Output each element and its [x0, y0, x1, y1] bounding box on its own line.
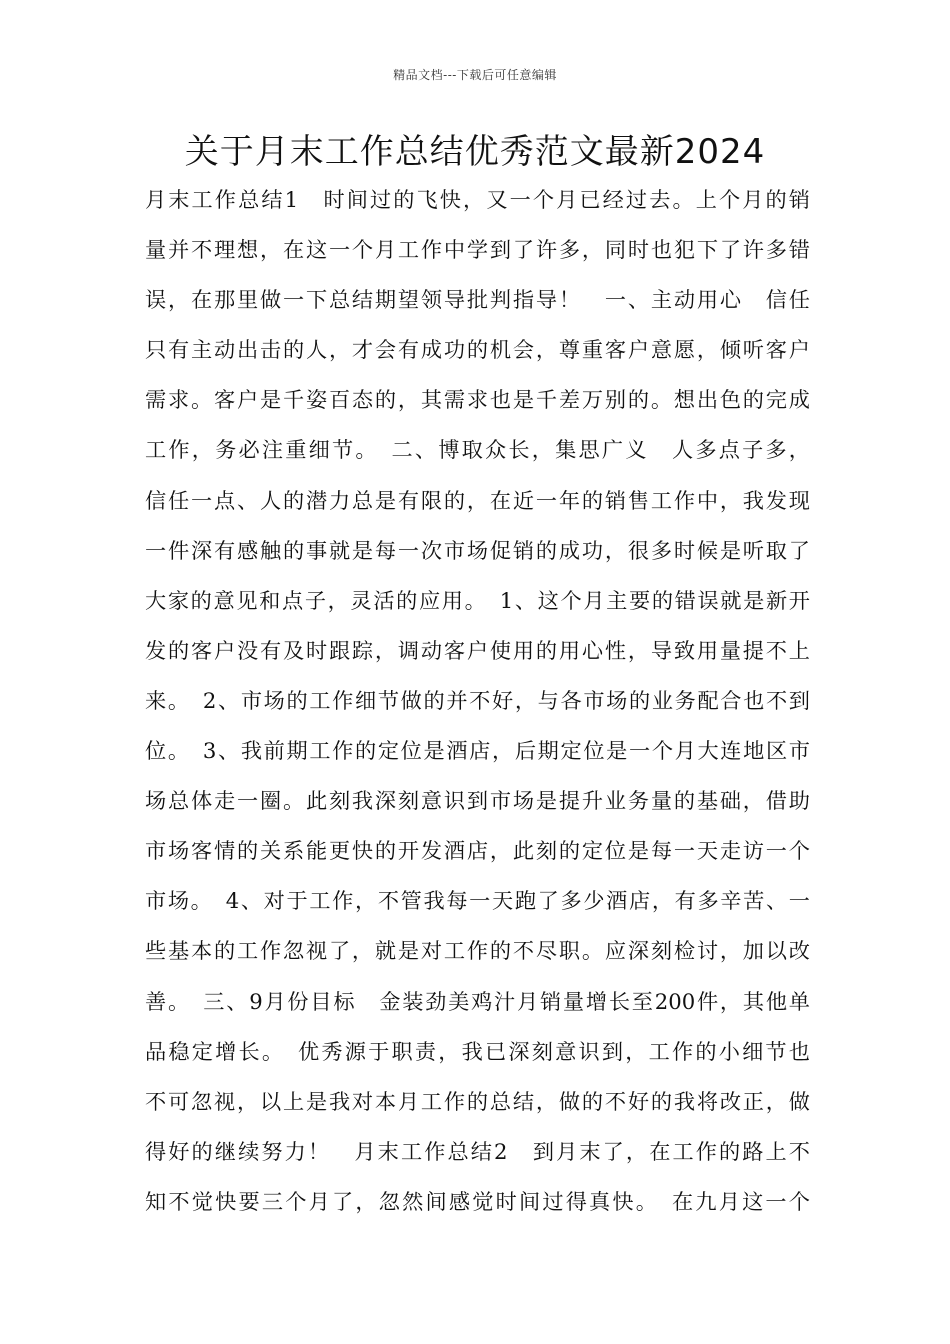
header-note: 精品文档---下载后可任意编辑 [393, 68, 557, 82]
document-title: 关于月末工作总结优秀范文最新2024 [184, 132, 766, 172]
body-line: 善。 三、9月份目标 金装劲美鸡汁月销量增长至200件，其他单 [145, 988, 810, 1014]
body-line: 量并不理想，在这一个月工作中学到了许多，同时也犯下了许多错 [145, 237, 810, 263]
body-line: 只有主动出击的人，才会有成功的机会，尊重客户意愿，倾听客户 [145, 337, 810, 363]
document-body [145, 183, 810, 1235]
body-line: 一件深有感触的事就是每一次市场促销的成功，很多时候是听取了 [145, 537, 810, 563]
body-line: 需求。客户是千姿百态的，其需求也是千差万别的。想出色的完成 [145, 387, 810, 413]
body-line: 场总体走一圈。此刻我深刻意识到市场是提升业务量的基础，借助 [145, 788, 810, 814]
body-line: 工作，务必注重细节。 二、博取众长，集思广义 人多点子多， [145, 437, 810, 463]
body-line: 来。 2、市场的工作细节做的并不好，与各市场的业务配合也不到 [145, 687, 810, 713]
body-line: 品稳定增长。 优秀源于职责，我已深刻意识到，工作的小细节也 [145, 1038, 810, 1064]
body-line: 市场客情的关系能更快的开发酒店，此刻的定位是每一天走访一个 [145, 838, 810, 864]
body-line: 发的客户没有及时跟踪，调动客户使用的用心性，导致用量提不上 [145, 637, 810, 663]
body-line: 得好的继续努力！ 月末工作总结2 到月末了，在工作的路上不 [145, 1138, 810, 1164]
body-line: 误，在那里做一下总结期望领导批判指导！ 一、主动用心 信任 [145, 287, 810, 313]
body-line: 信任一点、人的潜力总是有限的，在近一年的销售工作中，我发现 [145, 487, 810, 513]
body-line: 知不觉快要三个月了，忽然间感觉时间过得真快。 在九月这一个 [145, 1188, 810, 1214]
body-line: 些基本的工作忽视了，就是对工作的不尽职。应深刻检讨，加以改 [145, 938, 810, 964]
body-line: 月末工作总结1 时间过的飞快，又一个月已经过去。上个月的销 [145, 187, 810, 212]
body-line: 不可忽视，以上是我对本月工作的总结，做的不好的我将改正，做 [145, 1088, 810, 1114]
body-line: 位。 3、我前期工作的定位是酒店，后期定位是一个月大连地区市 [145, 738, 810, 764]
body-line: 大家的意见和点子，灵活的应用。 1、这个月主要的错误就是新开 [145, 587, 810, 613]
body-line: 市场。 4、对于工作，不管我每一天跑了多少酒店，有多辛苦、一 [145, 888, 810, 914]
